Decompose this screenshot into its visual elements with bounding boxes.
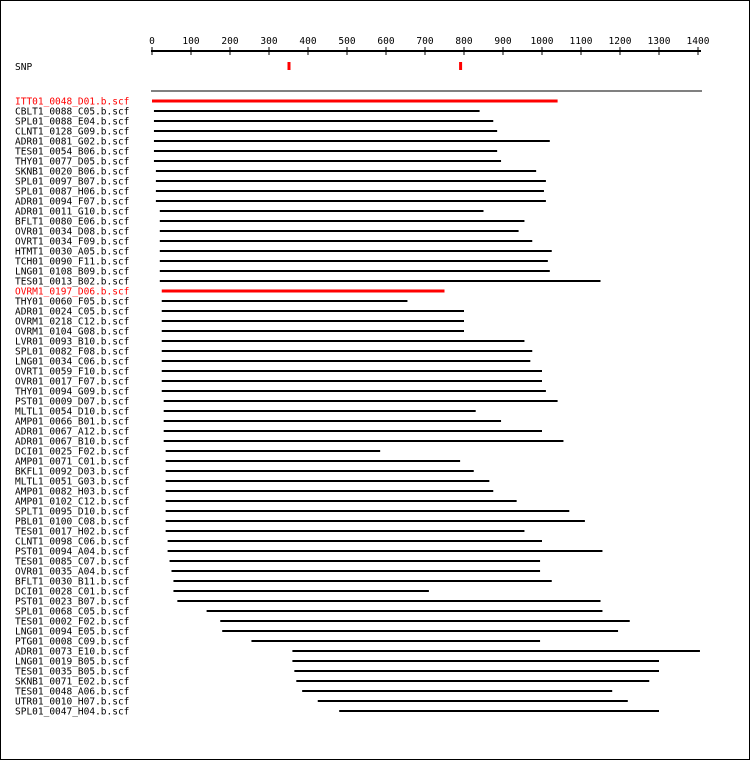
read-name[interactable]: CLNT1_0128_G09.b.scf (15, 126, 130, 138)
read-name[interactable]: THY01_0060_F05.b.scf (15, 296, 130, 308)
read-name[interactable]: ITT01_0048_D01.b.scf (15, 96, 130, 108)
read-name[interactable]: OVRM1_0197_D06.b.scf (15, 286, 130, 298)
axis-tick-label: 1300 (647, 36, 671, 47)
axis-tick-label: 200 (221, 36, 239, 47)
read-name[interactable]: TES01_0002_F02.b.scf (15, 616, 130, 628)
axis-tick-label: 100 (182, 36, 200, 47)
read-name[interactable]: PST01_0009_D07.b.scf (15, 396, 130, 408)
read-name[interactable]: OVRM1_0104_G08.b.scf (15, 326, 130, 338)
axis-tick-label: 800 (455, 36, 473, 47)
read-name[interactable]: CBLT1_0088_C05.b.scf (15, 106, 130, 118)
read-name[interactable]: ADR01_0011_G10.b.scf (15, 206, 130, 218)
read-name[interactable]: OVRT1_0059_F10.b.scf (15, 366, 130, 378)
read-name[interactable]: LVR01_0093_B10.b.scf (15, 336, 130, 348)
read-name[interactable]: LNG01_0094_E05.b.scf (15, 626, 130, 638)
read-name[interactable]: LNG01_0108_B09.b.scf (15, 266, 130, 278)
read-name[interactable]: SPL01_0088_E04.b.scf (15, 116, 130, 128)
read-name[interactable]: PST01_0023_B07.b.scf (15, 596, 130, 608)
read-name[interactable]: SKNB1_0020_B06.b.scf (15, 166, 130, 178)
read-name[interactable]: OVRT1_0034_F09.b.scf (15, 236, 130, 248)
axis-tick-label: 1400 (686, 36, 710, 47)
read-name[interactable]: LNG01_0034_C06.b.scf (15, 356, 130, 368)
axis-tick-label: 700 (416, 36, 434, 47)
read-name[interactable]: AMP01_0102_C12.b.scf (15, 496, 130, 508)
read-name[interactable]: PTG01_0008_C09.b.scf (15, 636, 130, 648)
read-name[interactable]: AMP01_0071_C01.b.scf (15, 456, 130, 468)
snp-marker (459, 62, 462, 70)
read-name[interactable]: PBL01_0100_C08.b.scf (15, 516, 130, 528)
read-name[interactable]: TES01_0017_H02.b.scf (15, 526, 130, 538)
axis-tick-label: 400 (299, 36, 317, 47)
axis-tick-label: 1200 (608, 36, 632, 47)
read-name[interactable]: THY01_0094_G09.b.scf (15, 386, 130, 398)
read-name[interactable]: DCI01_0025_F02.b.scf (15, 446, 130, 458)
axis-tick-label: 1100 (569, 36, 593, 47)
read-name[interactable]: OVR01_0017_F07.b.scf (15, 376, 130, 388)
read-name[interactable]: MLTL1_0051_G03.b.scf (15, 476, 130, 488)
read-name[interactable]: AMP01_0066_B01.b.scf (15, 416, 130, 428)
axis-tick-label: 500 (338, 36, 356, 47)
read-name[interactable]: PST01_0094_A04.b.scf (15, 546, 130, 558)
read-name[interactable]: UTR01_0010_H07.b.scf (15, 696, 130, 708)
read-name[interactable]: ADR01_0073_E10.b.scf (15, 646, 130, 658)
read-name[interactable]: SPLT1_0095_D10.b.scf (15, 506, 130, 518)
read-name[interactable]: TES01_0048_A06.b.scf (15, 686, 130, 698)
axis-tick-label: 300 (260, 36, 278, 47)
snp-track (15, 62, 462, 73)
read-name[interactable]: AMP01_0082_H03.b.scf (15, 486, 130, 498)
read-name[interactable]: HTMT1_0030_A05.b.scf (15, 246, 130, 258)
read-name[interactable]: LNG01_0019_B05.b.scf (15, 656, 130, 668)
read-alignment-diagram (1, 1, 750, 761)
read-name[interactable]: SPL01_0068_C05.b.scf (15, 606, 130, 618)
axis-tick-label: 0 (149, 36, 155, 47)
read-name[interactable]: OVRM1_0218_C12.b.scf (15, 316, 130, 328)
read-name[interactable]: BKFL1_0092_D03.b.scf (15, 466, 130, 478)
read-name[interactable]: SPL01_0082_F08.b.scf (15, 346, 130, 358)
read-name[interactable]: OVR01_0035_A04.b.scf (15, 566, 130, 578)
read-name[interactable]: SPL01_0047_H04.b.scf (15, 706, 130, 718)
read-name[interactable]: TES01_0054_B06.b.scf (15, 146, 130, 158)
reads-list (15, 97, 700, 718)
read-name[interactable]: ADR01_0067_B10.b.scf (15, 436, 130, 448)
read-name[interactable]: SKNB1_0071_E02.b.scf (15, 676, 130, 688)
read-name[interactable]: SPL01_0087_H06.b.scf (15, 186, 130, 198)
snp-label: SNP (15, 62, 33, 73)
read-name[interactable]: BFLT1_0080_E06.b.scf (15, 216, 130, 228)
read-name[interactable]: SPL01_0097_B07.b.scf (15, 176, 130, 188)
read-name[interactable]: TES01_0035_B05.b.scf (15, 666, 130, 678)
axis-tick-label: 600 (377, 36, 395, 47)
read-name[interactable]: CLNT1_0098_C06.b.scf (15, 536, 130, 548)
snp-marker (288, 62, 291, 70)
read-name[interactable]: ADR01_0094_F07.b.scf (15, 196, 130, 208)
axis-tick-label: 900 (494, 36, 512, 47)
read-name[interactable]: DCI01_0028_C01.b.scf (15, 586, 130, 598)
read-row[interactable] (15, 707, 659, 718)
read-name[interactable]: MLTL1_0054_D10.b.scf (15, 406, 130, 418)
read-name[interactable]: THY01_0077_D05.b.scf (15, 156, 130, 168)
read-name[interactable]: BFLT1_0030_B11.b.scf (15, 576, 130, 588)
read-name[interactable]: TCH01_0090_F11.b.scf (15, 256, 130, 268)
read-name[interactable]: ADR01_0024_C05.b.scf (15, 306, 130, 318)
read-name[interactable]: OVR01_0034_D08.b.scf (15, 226, 130, 238)
axis-tick-label: 1000 (530, 36, 554, 47)
read-name[interactable]: ADR01_0067_A12.b.scf (15, 426, 130, 438)
read-name[interactable]: TES01_0013_B02.b.scf (15, 276, 130, 288)
read-name[interactable]: TES01_0085_C07.b.scf (15, 556, 130, 568)
position-axis (149, 36, 710, 55)
read-name[interactable]: ADR01_0081_G02.b.scf (15, 136, 130, 148)
